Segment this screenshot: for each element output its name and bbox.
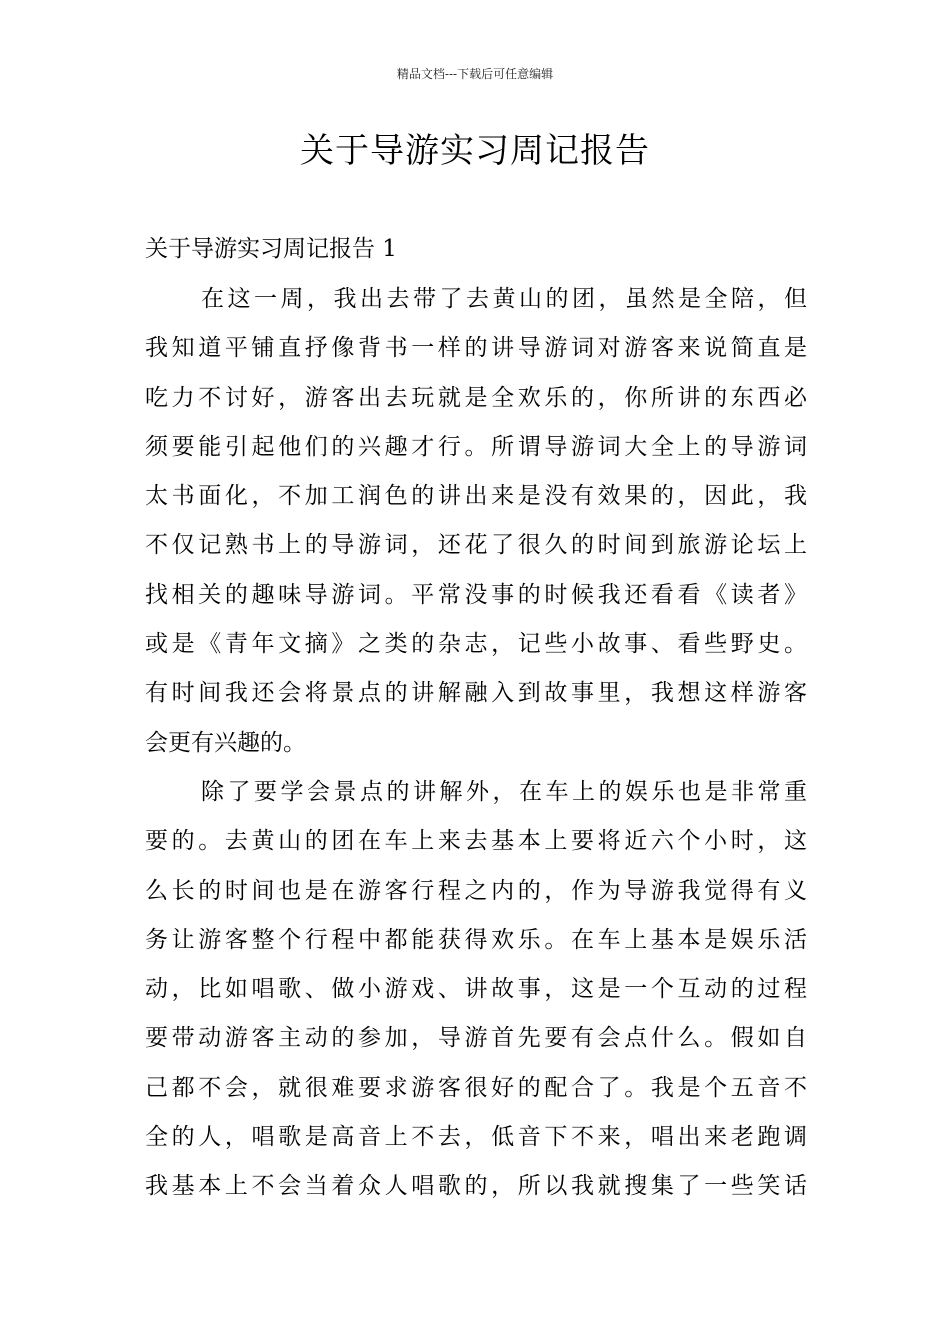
paragraph-2-line-6: 要带动游客主动的参加，导游首先要有会点什么。假如自 [145,1025,807,1052]
paragraph-1-line-7: 找相关的趣味导游词。平常没事的时候我还看看《读者》 [145,581,807,608]
paragraph-2-line-5: 动，比如唱歌、做小游戏、讲故事，这是一个互动的过程 [145,976,807,1003]
section-heading: 关于导游实习周记报告 1 [145,236,397,262]
paragraph-2-line-2: 要的。去黄山的团在车上来去基本上要将近六个小时，这 [145,828,807,855]
paragraph-2-line-9: 我基本上不会当着众人唱歌的，所以我就搜集了一些笑话 [145,1173,807,1200]
paragraph-1-line-5: 太书面化，不加工润色的讲出来是没有效果的，因此，我 [145,483,807,510]
paragraph-1-line-2: 我知道平铺直抒像背书一样的讲导游词对游客来说简直是 [145,335,807,362]
document-body [145,278,807,1215]
paragraph-2-line-8: 全的人，唱歌是高音上不去，低音下不来，唱出来老跑调 [145,1124,807,1151]
page-header: 精品文档---下载后可任意编辑 [396,67,554,81]
paragraph-2-line-3: 么长的时间也是在游客行程之内的，作为导游我觉得有义 [145,877,807,904]
paragraph-1-line-3: 吃力不讨好，游客出去玩就是全欢乐的，你所讲的东西必 [145,384,807,411]
paragraph-1-line-4: 须要能引起他们的兴趣才行。所谓导游词大全上的导游词 [145,433,807,460]
paragraph-1-line-8: 或是《青年文摘》之类的杂志，记些小故事、看些野史。 [145,631,807,658]
paragraph-1-line-10: 会更有兴趣的。 [145,729,306,756]
paragraph-2-line-7: 己都不会，就很难要求游客很好的配合了。我是个五音不 [145,1074,807,1101]
paragraph-1-line-1: 在这一周，我出去带了去黄山的团，虽然是全陪，但 [201,286,807,312]
document-title: 关于导游实习周记报告 [300,131,650,171]
paragraph-1-line-9: 有时间我还会将景点的讲解融入到故事里，我想这样游客 [145,680,807,707]
paragraph-2-line-4: 务让游客整个行程中都能获得欢乐。在车上基本是娱乐活 [145,926,807,953]
paragraph-2-line-1: 除了要学会景点的讲解外，在车上的娱乐也是非常重 [201,778,807,805]
paragraph-1-line-6: 不仅记熟书上的导游词，还花了很久的时间到旅游论坛上 [145,532,807,559]
